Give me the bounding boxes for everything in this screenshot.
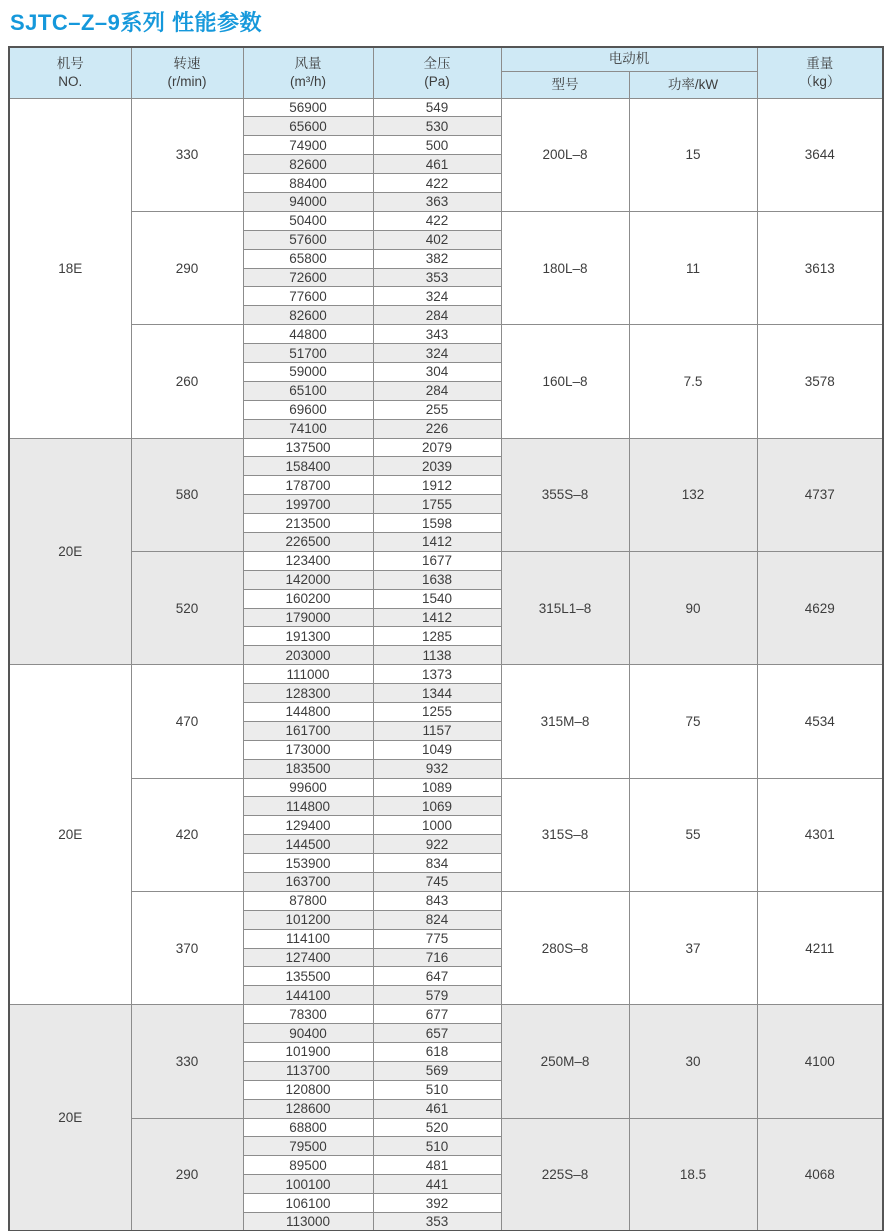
- cell-airflow: 137500: [243, 438, 373, 457]
- cell-airflow: 74900: [243, 136, 373, 155]
- cell-speed: 290: [131, 1118, 243, 1231]
- table-row: [9, 665, 883, 684]
- table-row: [9, 891, 883, 910]
- table-row: [9, 98, 883, 117]
- cell-airflow: 94000: [243, 192, 373, 211]
- cell-airflow: 101900: [243, 1043, 373, 1062]
- cell-pressure: 647: [373, 967, 501, 986]
- cell-airflow: 160200: [243, 589, 373, 608]
- cell-pressure: 1638: [373, 570, 501, 589]
- cell-pressure: 500: [373, 136, 501, 155]
- cell-airflow: 68800: [243, 1118, 373, 1137]
- cell-motor-model: 180L–8: [501, 211, 629, 324]
- cell-pressure: 618: [373, 1043, 501, 1062]
- cell-motor-power: 55: [629, 778, 757, 891]
- cell-speed: 470: [131, 665, 243, 778]
- cell-pressure: 1049: [373, 740, 501, 759]
- cell-pressure: 1598: [373, 514, 501, 533]
- cell-pressure: 304: [373, 362, 501, 381]
- cell-airflow: 142000: [243, 570, 373, 589]
- cell-pressure: 422: [373, 174, 501, 193]
- performance-table: [8, 46, 884, 1231]
- cell-pressure: 745: [373, 873, 501, 892]
- cell-pressure: 1412: [373, 532, 501, 551]
- cell-airflow: 129400: [243, 816, 373, 835]
- table-row: [9, 1005, 883, 1024]
- cell-airflow: 183500: [243, 759, 373, 778]
- cell-pressure: 363: [373, 192, 501, 211]
- cell-weight: 4629: [757, 551, 883, 664]
- cell-speed: 520: [131, 551, 243, 664]
- cell-pressure: 1069: [373, 797, 501, 816]
- cell-airflow: 144800: [243, 703, 373, 722]
- cell-airflow: 114800: [243, 797, 373, 816]
- cell-pressure: 1344: [373, 684, 501, 703]
- cell-airflow: 65100: [243, 381, 373, 400]
- cell-motor-power: 75: [629, 665, 757, 778]
- cell-pressure: 353: [373, 1213, 501, 1231]
- cell-pressure: 510: [373, 1137, 501, 1156]
- cell-airflow: 173000: [243, 740, 373, 759]
- cell-airflow: 128600: [243, 1099, 373, 1118]
- cell-pressure: 1138: [373, 646, 501, 665]
- cell-pressure: 402: [373, 230, 501, 249]
- cell-motor-power: 18.5: [629, 1118, 757, 1231]
- cell-airflow: 158400: [243, 457, 373, 476]
- cell-motor-model: 250M–8: [501, 1005, 629, 1118]
- cell-motor-power: 37: [629, 891, 757, 1004]
- cell-pressure: 1373: [373, 665, 501, 684]
- cell-pressure: 579: [373, 986, 501, 1005]
- header-weight: 重量 （kg）: [757, 47, 883, 98]
- cell-airflow: 144500: [243, 835, 373, 854]
- cell-weight: 4100: [757, 1005, 883, 1118]
- cell-motor-model: 315M–8: [501, 665, 629, 778]
- cell-airflow: 65600: [243, 117, 373, 136]
- cell-machine-no: 20E: [9, 438, 131, 665]
- cell-pressure: 922: [373, 835, 501, 854]
- cell-motor-power: 7.5: [629, 325, 757, 438]
- cell-speed: 330: [131, 98, 243, 211]
- cell-airflow: 127400: [243, 948, 373, 967]
- cell-motor-model: 280S–8: [501, 891, 629, 1004]
- cell-airflow: 78300: [243, 1005, 373, 1024]
- cell-motor-power: 90: [629, 551, 757, 664]
- cell-weight: 4301: [757, 778, 883, 891]
- cell-pressure: 677: [373, 1005, 501, 1024]
- cell-airflow: 179000: [243, 608, 373, 627]
- cell-airflow: 153900: [243, 854, 373, 873]
- cell-pressure: 1285: [373, 627, 501, 646]
- cell-airflow: 100100: [243, 1175, 373, 1194]
- cell-airflow: 79500: [243, 1137, 373, 1156]
- cell-pressure: 382: [373, 249, 501, 268]
- table-row: [9, 325, 883, 344]
- cell-weight: 4211: [757, 891, 883, 1004]
- cell-airflow: 226500: [243, 532, 373, 551]
- cell-airflow: 74100: [243, 419, 373, 438]
- page-title: SJTC–Z–9系列 性能参数: [10, 10, 262, 35]
- cell-weight: 3578: [757, 325, 883, 438]
- cell-pressure: 932: [373, 759, 501, 778]
- cell-motor-model: 315L1–8: [501, 551, 629, 664]
- cell-airflow: 120800: [243, 1080, 373, 1099]
- cell-pressure: 481: [373, 1156, 501, 1175]
- cell-motor-power: 132: [629, 438, 757, 551]
- cell-pressure: 1089: [373, 778, 501, 797]
- cell-airflow: 113000: [243, 1213, 373, 1231]
- cell-airflow: 88400: [243, 174, 373, 193]
- header-row-1: [9, 47, 883, 71]
- cell-speed: 580: [131, 438, 243, 551]
- cell-pressure: 324: [373, 344, 501, 363]
- header-motor-model: 型号: [501, 71, 629, 98]
- cell-airflow: 89500: [243, 1156, 373, 1175]
- cell-airflow: 51700: [243, 344, 373, 363]
- table-header: [9, 47, 883, 98]
- cell-motor-power: 11: [629, 211, 757, 324]
- table-row: [9, 438, 883, 457]
- cell-pressure: 392: [373, 1194, 501, 1213]
- cell-pressure: 657: [373, 1024, 501, 1043]
- cell-airflow: 163700: [243, 873, 373, 892]
- cell-airflow: 90400: [243, 1024, 373, 1043]
- cell-machine-no: 20E: [9, 1005, 131, 1231]
- cell-machine-no: 20E: [9, 665, 131, 1005]
- cell-airflow: 82600: [243, 306, 373, 325]
- cell-speed: 260: [131, 325, 243, 438]
- cell-motor-power: 30: [629, 1005, 757, 1118]
- cell-airflow: 144100: [243, 986, 373, 1005]
- cell-pressure: 226: [373, 419, 501, 438]
- cell-airflow: 59000: [243, 362, 373, 381]
- header-pressure: 全压 (Pa): [373, 47, 501, 98]
- cell-pressure: 343: [373, 325, 501, 344]
- cell-airflow: 123400: [243, 551, 373, 570]
- cell-pressure: 1412: [373, 608, 501, 627]
- cell-airflow: 82600: [243, 155, 373, 174]
- cell-airflow: 99600: [243, 778, 373, 797]
- header-speed: 转速 (r/min): [131, 47, 243, 98]
- cell-speed: 330: [131, 1005, 243, 1118]
- table-row: [9, 778, 883, 797]
- cell-airflow: 178700: [243, 476, 373, 495]
- cell-airflow: 50400: [243, 211, 373, 230]
- cell-airflow: 199700: [243, 495, 373, 514]
- cell-airflow: 113700: [243, 1061, 373, 1080]
- cell-airflow: 161700: [243, 721, 373, 740]
- cell-speed: 370: [131, 891, 243, 1004]
- cell-weight: 4737: [757, 438, 883, 551]
- cell-pressure: 834: [373, 854, 501, 873]
- cell-pressure: 716: [373, 948, 501, 967]
- cell-pressure: 441: [373, 1175, 501, 1194]
- cell-airflow: 57600: [243, 230, 373, 249]
- cell-machine-no: 18E: [9, 98, 131, 438]
- cell-weight: 3613: [757, 211, 883, 324]
- cell-airflow: 111000: [243, 665, 373, 684]
- table-row: [9, 551, 883, 570]
- cell-motor-model: 355S–8: [501, 438, 629, 551]
- cell-pressure: 461: [373, 155, 501, 174]
- cell-pressure: 1255: [373, 703, 501, 722]
- cell-motor-model: 225S–8: [501, 1118, 629, 1231]
- cell-airflow: 213500: [243, 514, 373, 533]
- cell-speed: 420: [131, 778, 243, 891]
- cell-airflow: 203000: [243, 646, 373, 665]
- table-row: [9, 1118, 883, 1137]
- cell-pressure: 461: [373, 1099, 501, 1118]
- cell-pressure: 284: [373, 381, 501, 400]
- cell-pressure: 1677: [373, 551, 501, 570]
- cell-pressure: 324: [373, 287, 501, 306]
- cell-pressure: 569: [373, 1061, 501, 1080]
- cell-pressure: 1157: [373, 721, 501, 740]
- cell-pressure: 284: [373, 306, 501, 325]
- table-row: [9, 211, 883, 230]
- cell-motor-power: 15: [629, 98, 757, 211]
- cell-pressure: 549: [373, 98, 501, 117]
- cell-pressure: 530: [373, 117, 501, 136]
- cell-motor-model: 160L–8: [501, 325, 629, 438]
- cell-airflow: 65800: [243, 249, 373, 268]
- header-machine-no: 机号 NO.: [9, 47, 131, 98]
- cell-pressure: 824: [373, 910, 501, 929]
- cell-pressure: 1000: [373, 816, 501, 835]
- cell-pressure: 2079: [373, 438, 501, 457]
- cell-pressure: 422: [373, 211, 501, 230]
- cell-airflow: 101200: [243, 910, 373, 929]
- cell-airflow: 77600: [243, 287, 373, 306]
- cell-airflow: 69600: [243, 400, 373, 419]
- cell-airflow: 87800: [243, 891, 373, 910]
- cell-airflow: 191300: [243, 627, 373, 646]
- cell-weight: 4534: [757, 665, 883, 778]
- cell-airflow: 56900: [243, 98, 373, 117]
- cell-airflow: 72600: [243, 268, 373, 287]
- cell-pressure: 255: [373, 400, 501, 419]
- cell-pressure: 1912: [373, 476, 501, 495]
- cell-motor-model: 315S–8: [501, 778, 629, 891]
- cell-pressure: 1755: [373, 495, 501, 514]
- cell-airflow: 114100: [243, 929, 373, 948]
- cell-pressure: 510: [373, 1080, 501, 1099]
- cell-weight: 3644: [757, 98, 883, 211]
- header-motor-power: 功率/kW: [629, 71, 757, 98]
- cell-airflow: 135500: [243, 967, 373, 986]
- cell-airflow: 44800: [243, 325, 373, 344]
- table-body: [9, 98, 883, 1231]
- cell-pressure: 520: [373, 1118, 501, 1137]
- cell-pressure: 1540: [373, 589, 501, 608]
- header-airflow: 风量 (m³/h): [243, 47, 373, 98]
- cell-pressure: 775: [373, 929, 501, 948]
- cell-pressure: 353: [373, 268, 501, 287]
- cell-pressure: 2039: [373, 457, 501, 476]
- cell-speed: 290: [131, 211, 243, 324]
- cell-airflow: 128300: [243, 684, 373, 703]
- header-motor: 电动机: [501, 47, 757, 71]
- cell-pressure: 843: [373, 891, 501, 910]
- cell-weight: 4068: [757, 1118, 883, 1231]
- cell-motor-model: 200L–8: [501, 98, 629, 211]
- cell-airflow: 106100: [243, 1194, 373, 1213]
